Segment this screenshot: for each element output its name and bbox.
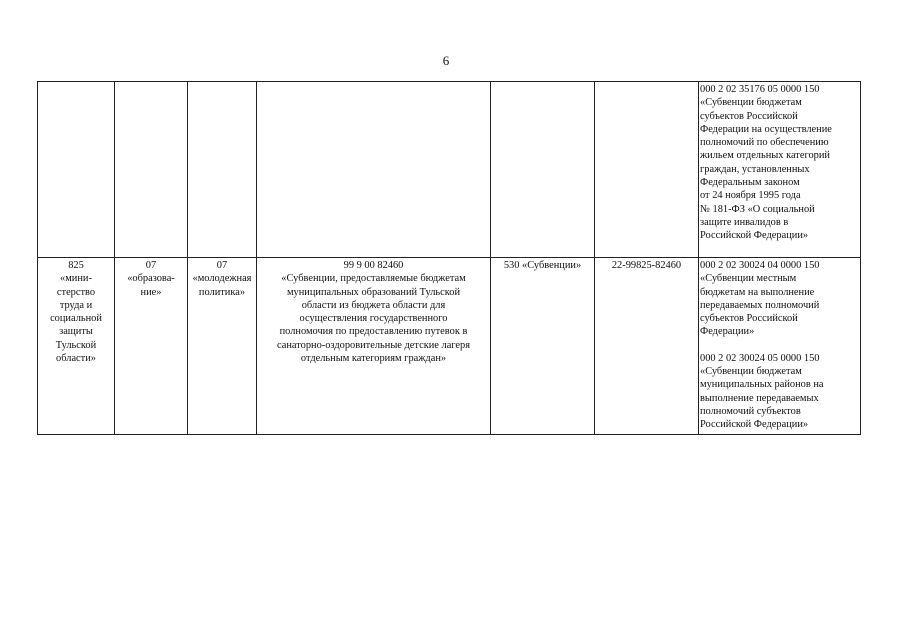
revenue-code-line: 000 2 02 30024 04 0000 150	[700, 260, 820, 271]
subsection-cell	[188, 82, 257, 258]
subsection-name-line: «молодежная	[192, 273, 252, 285]
revenue-text-line: полномочий по обеспечению	[700, 137, 829, 149]
subsection-cell	[188, 258, 257, 435]
target-article-cell	[257, 82, 491, 258]
expense-type: 530 «Субвенции»	[503, 260, 582, 271]
expense-type-cell	[491, 258, 595, 435]
page-number: 6	[442, 53, 450, 68]
ministry-cell	[38, 82, 115, 258]
target-article-line: области из бюджета области для	[301, 299, 446, 311]
code-cell	[595, 258, 699, 435]
target-article-line: муниципальных образований Тульской	[286, 286, 461, 298]
revenue-text-line: Федерации на осуществление	[700, 123, 832, 135]
revenue-text-line: Российской Федерации»	[700, 230, 809, 242]
code-cell	[595, 82, 699, 258]
revenue-text-line: передаваемых полномочий	[700, 299, 820, 311]
section-code: 07	[145, 260, 157, 271]
ministry-name-line: области»	[56, 353, 96, 365]
target-article-line: отдельным категориям граждан»	[300, 353, 447, 365]
target-article-code: 99 9 00 82460	[343, 260, 404, 271]
revenue-text-line: от 24 ноября 1995 года	[700, 190, 801, 202]
table-row	[38, 258, 861, 435]
revenue-text-line: Федеральным законом	[700, 177, 800, 189]
revenue-text-line: субъектов Российской	[700, 110, 798, 122]
revenue-text-line: Российской Федерации»	[700, 419, 809, 431]
section-name-line: ние»	[140, 286, 162, 298]
target-article-line: полномочия по предоставлению путевок в	[279, 326, 468, 338]
ministry-name-line: защиты	[59, 326, 93, 338]
revenue-code-cell	[699, 258, 861, 435]
target-article-line: «Субвенции, предоставляемые бюджетам	[281, 273, 466, 285]
section-cell	[115, 258, 188, 435]
revenue-text-line: «Субвенции местным	[700, 273, 797, 285]
revenue-code-line: 000 2 02 30024 05 0000 150	[700, 352, 820, 364]
ministry-name-line: «мини-	[60, 273, 92, 285]
revenue-text-line: бюджетам на выполнение	[700, 286, 815, 298]
target-article-cell	[257, 258, 491, 435]
revenue-text-line: полномочий субъектов	[700, 405, 801, 417]
subsection-code: 07	[216, 260, 228, 271]
code-value: 22-99825-82460	[611, 260, 682, 271]
section-name-line: «образова-	[127, 273, 175, 285]
table-row	[38, 82, 861, 258]
ministry-name-line: социальной	[50, 313, 102, 325]
revenue-text-line: выполнение передаваемых	[700, 392, 819, 404]
revenue-text-line: Федерации»	[700, 326, 755, 338]
section-cell	[115, 82, 188, 258]
ministry-code: 825	[68, 260, 84, 271]
budget-table	[37, 81, 861, 435]
revenue-text-line: жильем отдельных категорий	[700, 150, 830, 162]
revenue-code-line: 000 2 02 35176 05 0000 150	[700, 84, 820, 95]
target-article-line: осуществления государственного	[299, 313, 448, 325]
revenue-text-line: граждан, установленных	[700, 163, 810, 175]
expense-type-cell	[491, 82, 595, 258]
subsection-name-line: политика»	[198, 286, 246, 298]
revenue-text-line: «Субвенции бюджетам	[700, 97, 802, 109]
revenue-text-line: «Субвенции бюджетам	[700, 366, 802, 378]
revenue-text-line: субъектов Российской	[700, 313, 798, 325]
target-article-line: санаторно-оздоровительные детские лагеря	[276, 339, 471, 351]
ministry-name-line: труда и	[59, 299, 93, 311]
ministry-name-line: Тульской	[55, 339, 97, 351]
revenue-text-line: муниципальных районов на	[700, 379, 824, 391]
paragraph-gap	[700, 339, 859, 352]
revenue-text-line: № 181-ФЗ «О социальной	[700, 203, 815, 215]
ministry-name-line: стерство	[56, 286, 96, 298]
revenue-text-line: защите инвалидов в	[700, 216, 789, 228]
ministry-cell	[38, 258, 115, 435]
revenue-code-cell	[699, 82, 861, 258]
